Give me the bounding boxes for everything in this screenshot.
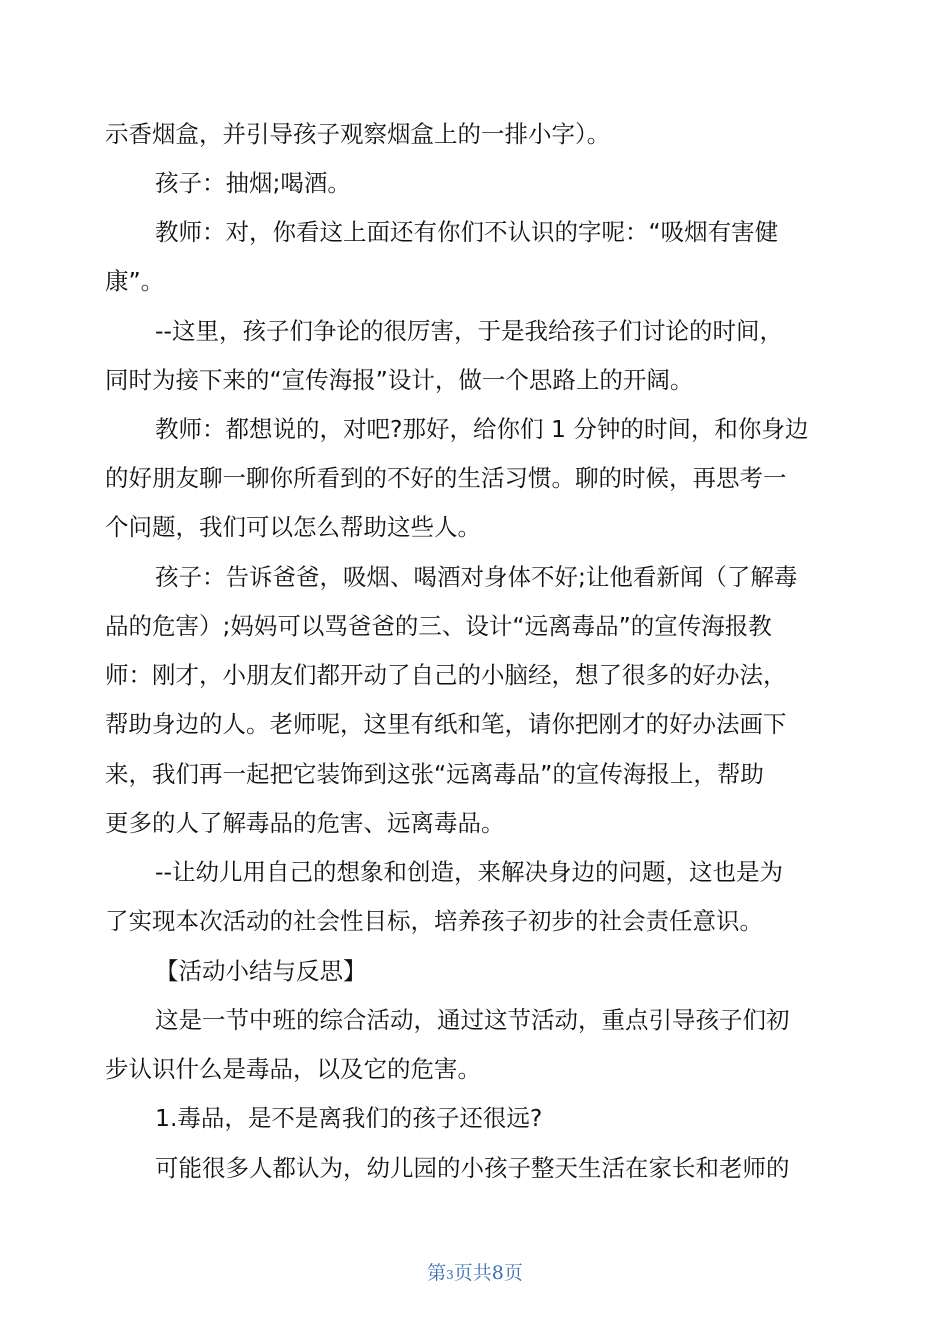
footer-suffix: 页 bbox=[503, 1262, 523, 1284]
text-line: 师：刚才，小朋友们都开动了自己的小脑经，想了很多的好办法， bbox=[105, 661, 787, 689]
text-line: 孩子：告诉爸爸，吸烟、喝酒对身体不好;让他看新闻（了解毒 bbox=[155, 563, 798, 591]
page-footer bbox=[0, 1258, 950, 1285]
footer-prefix: 第 bbox=[427, 1262, 447, 1284]
text-line: 帮助身边的人。老师呢，这里有纸和笔，请你把刚才的好办法画下 bbox=[105, 710, 787, 738]
text-line: 教师：都想说的，对吧?那好，给你们 1 分钟的时间，和你身边 bbox=[155, 415, 809, 443]
footer-middle: 页共 bbox=[453, 1262, 492, 1284]
text-line: 步认识什么是毒品，以及它的危害。 bbox=[105, 1055, 481, 1083]
text-line: 同时为接下来的“宣传海报”设计，做一个思路上的开阔。 bbox=[105, 366, 694, 394]
text-line: 教师：对，你看这上面还有你们不认识的字呢：“吸烟有害健 bbox=[155, 218, 779, 246]
text-line: --这里，孩子们争论的很厉害，于是我给孩子们讨论的时间， bbox=[155, 317, 783, 345]
text-line: 孩子：抽烟;喝酒。 bbox=[155, 169, 351, 197]
text-line: 来，我们再一起把它装饰到这张“远离毒品”的宣传海报上，帮助 bbox=[105, 760, 764, 788]
section-heading: 【活动小结与反思】 bbox=[155, 957, 367, 985]
footer-total-pages: 8 bbox=[491, 1262, 504, 1284]
text-line: 个问题，我们可以怎么帮助这些人。 bbox=[105, 513, 481, 541]
text-line: 的好朋友聊一聊你所看到的不好的生活习惯。聊的时候，再思考一 bbox=[105, 464, 787, 492]
text-line: 这是一节中班的综合活动，通过这节活动，重点引导孩子们初 bbox=[155, 1006, 790, 1034]
text-line: 品的危害）;妈妈可以骂爸爸的三、设计“远离毒品”的宣传海报教 bbox=[105, 612, 772, 640]
text-line: 示香烟盒，并引导孩子观察烟盒上的一排小字）。 bbox=[105, 120, 611, 148]
text-line: 了实现本次活动的社会性目标，培养孩子初步的社会责任意识。 bbox=[105, 907, 763, 935]
text-line: 可能很多人都认为，幼儿园的小孩子整天生活在家长和老师的 bbox=[155, 1154, 790, 1182]
text-line: 1.毒品，是不是离我们的孩子还很远? bbox=[155, 1104, 543, 1132]
footer-page-number: 3 bbox=[446, 1268, 454, 1282]
text-line: --让幼儿用自己的想象和创造，来解决身边的问题，这也是为 bbox=[155, 858, 783, 886]
text-line: 更多的人了解毒品的危害、远离毒品。 bbox=[105, 809, 505, 837]
text-line: 康”。 bbox=[105, 267, 165, 295]
